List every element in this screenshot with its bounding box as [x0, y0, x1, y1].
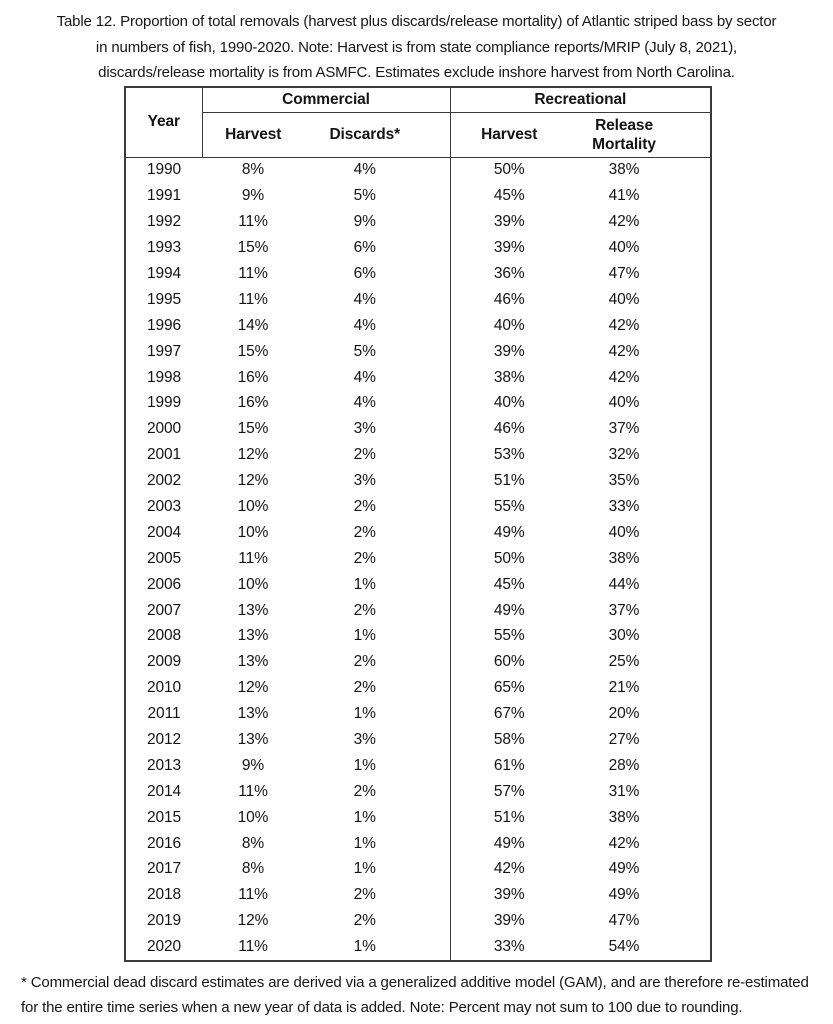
table-row: [125, 882, 711, 908]
table-row: [125, 287, 711, 313]
col-header-recreational-harvest: Harvest: [450, 112, 568, 157]
value-cell: 4%: [353, 290, 376, 308]
year-cell: 2006: [146, 575, 182, 593]
value-cell: 42%: [608, 316, 640, 334]
value-cell: 42%: [608, 834, 640, 852]
value-cell: 6%: [353, 265, 376, 282]
value-cell: 1%: [353, 575, 376, 593]
year-cell: 2004: [146, 523, 182, 541]
value-cell: 9%: [241, 756, 265, 774]
value-cell: 37%: [608, 420, 640, 438]
value-cell: 2%: [353, 498, 376, 516]
value-cell: 8%: [241, 860, 265, 878]
value-cell: 2%: [353, 601, 376, 619]
value-cell: 25%: [608, 653, 640, 671]
value-cell: 16%: [237, 368, 269, 386]
value-cell: 42%: [608, 213, 640, 231]
table-row: [125, 701, 711, 727]
col-header-release-mortality: Release Mortality: [568, 112, 711, 157]
value-cell: 1%: [353, 938, 376, 956]
value-cell: 2%: [353, 549, 376, 567]
value-cell: 27%: [608, 731, 640, 749]
value-cell: 54%: [608, 938, 640, 956]
year-cell: 2002: [146, 472, 182, 490]
value-cell: 9%: [353, 213, 376, 231]
value-cell: 4%: [353, 316, 376, 334]
value-cell: 33%: [450, 934, 568, 961]
year-cell: 2015: [146, 808, 182, 826]
year-cell: 1994: [146, 265, 182, 282]
table-row: [125, 209, 711, 235]
year-cell: 1996: [146, 316, 182, 334]
value-cell: 42%: [608, 368, 640, 386]
year-cell: 1993: [146, 239, 182, 257]
table-row: [125, 857, 711, 883]
value-cell: 1%: [353, 705, 376, 723]
table-footnote: [21, 970, 833, 1020]
footnote-line-1: * Commercial dead discard estimates are derived via a generalized additive model (GAM), and are therefore re-estimated: [21, 974, 809, 992]
value-cell: 55%: [450, 624, 568, 650]
value-cell: 8%: [241, 161, 265, 179]
col-header-year: Year: [125, 87, 202, 158]
value-cell: 33%: [608, 498, 640, 516]
year-cell: 2008: [146, 627, 182, 645]
year-cell: 2019: [146, 912, 182, 930]
table-row: [125, 908, 711, 934]
table-row: [125, 391, 711, 417]
table-row: [125, 934, 711, 961]
value-cell: 12%: [237, 912, 269, 930]
value-cell: 47%: [608, 912, 640, 930]
value-cell: 13%: [237, 601, 269, 619]
table-row: [125, 235, 711, 261]
table-row: [125, 546, 711, 572]
value-cell: 4%: [353, 394, 376, 412]
year-cell: 2003: [146, 498, 182, 516]
year-cell: 1997: [146, 342, 182, 360]
year-cell: 2018: [146, 886, 182, 904]
year-cell: 2016: [146, 834, 182, 852]
caption-line-3: discards/release mortality is from ASMFC. Estimates exclude inshore harvest from North Carolina.: [98, 64, 735, 81]
value-cell: 1%: [353, 808, 376, 826]
col-header-commercial-harvest: Harvest: [202, 112, 304, 157]
value-cell: 44%: [608, 575, 640, 593]
table-row: [125, 157, 711, 183]
value-cell: 1%: [353, 834, 376, 852]
value-cell: 10%: [237, 808, 269, 826]
value-cell: 2%: [353, 679, 376, 697]
value-cell: 1%: [353, 860, 376, 878]
table-row: [125, 649, 711, 675]
table-header: [125, 87, 711, 158]
value-cell: 45%: [450, 572, 568, 598]
value-cell: 47%: [608, 265, 640, 282]
value-cell: 36%: [450, 261, 568, 287]
year-cell: 2011: [147, 705, 181, 723]
table-caption: [0, 0, 833, 86]
value-cell: 40%: [450, 391, 568, 417]
year-cell: 2000: [146, 420, 182, 438]
caption-line-1: Table 12. Proportion of total removals (harvest plus discards/release mortality) of Atlantic striped bass by sector: [56, 13, 777, 30]
year-cell: 2020: [146, 938, 182, 956]
value-cell: 46%: [450, 416, 568, 442]
value-cell: 32%: [608, 446, 640, 464]
value-cell: 2%: [353, 653, 376, 671]
value-cell: 2%: [353, 782, 376, 800]
value-cell: 11%: [238, 265, 268, 282]
value-cell: 38%: [608, 549, 640, 567]
sub-header-row: [125, 112, 711, 157]
value-cell: 39%: [450, 339, 568, 365]
value-cell: 20%: [608, 705, 640, 723]
value-cell: 39%: [450, 908, 568, 934]
value-cell: 40%: [608, 290, 640, 308]
value-cell: 39%: [450, 209, 568, 235]
group-header-row: [125, 87, 711, 113]
value-cell: 11%: [238, 938, 268, 956]
value-cell: 51%: [450, 468, 568, 494]
value-cell: 58%: [450, 727, 568, 753]
year-cell: 1998: [146, 368, 182, 386]
value-cell: 5%: [353, 187, 376, 205]
value-cell: 51%: [450, 805, 568, 831]
value-cell: 55%: [450, 494, 568, 520]
value-cell: 50%: [450, 546, 568, 572]
value-cell: 38%: [608, 808, 640, 826]
caption-line-2: in numbers of fish, 1990-2020. Note: Harvest is from state compliance reports/MRIP (July 8, 2021),: [95, 38, 738, 56]
year-cell: 2009: [146, 653, 182, 671]
value-cell: 40%: [608, 239, 640, 257]
value-cell: 12%: [237, 679, 269, 697]
value-cell: 42%: [450, 857, 568, 883]
table-row: [125, 572, 711, 598]
table-row: [125, 442, 711, 468]
value-cell: 11%: [238, 886, 268, 904]
table-body: [125, 157, 711, 961]
year-cell: 1991: [146, 187, 182, 205]
table-row: [125, 624, 711, 650]
value-cell: 49%: [608, 860, 640, 878]
value-cell: 15%: [237, 239, 269, 257]
value-cell: 1%: [353, 756, 376, 774]
value-cell: 1%: [353, 627, 376, 645]
year-cell: 2001: [146, 446, 182, 464]
value-cell: 49%: [450, 831, 568, 857]
table-row: [125, 494, 711, 520]
value-cell: 15%: [237, 342, 269, 360]
value-cell: 2%: [353, 886, 376, 904]
table-row: [125, 339, 711, 365]
value-cell: 14%: [237, 316, 269, 334]
value-cell: 6%: [353, 239, 376, 257]
value-cell: 46%: [450, 287, 568, 313]
value-cell: 53%: [450, 442, 568, 468]
removals-table: [124, 86, 712, 963]
value-cell: 60%: [450, 649, 568, 675]
value-cell: 35%: [608, 472, 640, 490]
col-header-commercial-discards: Discards*: [304, 112, 450, 157]
col-group-commercial: Commercial: [202, 87, 450, 113]
table-row: [125, 779, 711, 805]
value-cell: 49%: [450, 598, 568, 624]
value-cell: 13%: [237, 705, 269, 723]
value-cell: 4%: [353, 161, 376, 179]
value-cell: 45%: [450, 183, 568, 209]
value-cell: 3%: [353, 731, 376, 749]
value-cell: 2%: [353, 912, 376, 930]
value-cell: 13%: [237, 653, 269, 671]
table-row: [125, 416, 711, 442]
table-row: [125, 675, 711, 701]
value-cell: 12%: [237, 446, 269, 464]
value-cell: 13%: [237, 627, 269, 645]
year-cell: 1992: [146, 213, 182, 231]
value-cell: 61%: [450, 753, 568, 779]
value-cell: 38%: [608, 161, 640, 179]
year-cell: 2013: [146, 756, 182, 774]
value-cell: 11%: [238, 549, 268, 567]
table-row: [125, 727, 711, 753]
table-row: [125, 598, 711, 624]
year-cell: 1995: [146, 290, 182, 308]
value-cell: 40%: [450, 313, 568, 339]
value-cell: 4%: [353, 368, 376, 386]
value-cell: 11%: [238, 213, 268, 231]
year-cell: 2010: [146, 679, 182, 697]
table-row: [125, 183, 711, 209]
value-cell: 15%: [237, 420, 269, 438]
value-cell: 8%: [241, 834, 265, 852]
value-cell: 3%: [353, 420, 376, 438]
footnote-line-2: for the entire time series when a new year of data is added. Note: Percent may not sum to 100 due to rounding.: [21, 999, 743, 1017]
value-cell: 10%: [237, 523, 269, 541]
year-cell: 1999: [146, 394, 182, 412]
table-row: [125, 520, 711, 546]
value-cell: 11%: [238, 782, 268, 800]
value-cell: 2%: [353, 523, 376, 541]
value-cell: 10%: [237, 575, 269, 593]
value-cell: 30%: [608, 627, 640, 645]
value-cell: 42%: [608, 342, 640, 360]
year-cell: 2014: [146, 782, 182, 800]
value-cell: 11%: [238, 290, 268, 308]
value-cell: 28%: [608, 756, 640, 774]
value-cell: 31%: [608, 782, 640, 800]
year-cell: 2012: [146, 731, 182, 749]
value-cell: 16%: [237, 394, 269, 412]
value-cell: 40%: [608, 523, 640, 541]
table-row: [125, 753, 711, 779]
table-row: [125, 365, 711, 391]
value-cell: 2%: [353, 446, 376, 464]
value-cell: 67%: [450, 701, 568, 727]
value-cell: 38%: [450, 365, 568, 391]
value-cell: 40%: [608, 394, 640, 412]
year-cell: 1990: [146, 161, 182, 179]
value-cell: 49%: [450, 520, 568, 546]
year-cell: 2007: [146, 601, 182, 619]
table-row: [125, 261, 711, 287]
col-group-recreational: Recreational: [450, 87, 711, 113]
value-cell: 3%: [353, 472, 376, 490]
value-cell: 49%: [608, 886, 640, 904]
value-cell: 9%: [241, 187, 265, 205]
value-cell: 21%: [608, 679, 640, 697]
year-cell: 2005: [146, 549, 182, 567]
value-cell: 37%: [608, 601, 640, 619]
value-cell: 50%: [450, 157, 568, 183]
value-cell: 5%: [353, 342, 376, 360]
value-cell: 65%: [450, 675, 568, 701]
value-cell: 39%: [450, 235, 568, 261]
year-cell: 2017: [146, 860, 182, 878]
value-cell: 10%: [237, 498, 269, 516]
value-cell: 57%: [450, 779, 568, 805]
table-row: [125, 313, 711, 339]
table-row: [125, 805, 711, 831]
value-cell: 41%: [608, 187, 640, 205]
value-cell: 13%: [237, 731, 269, 749]
table-row: [125, 468, 711, 494]
value-cell: 39%: [450, 882, 568, 908]
value-cell: 12%: [237, 472, 269, 490]
table-row: [125, 831, 711, 857]
